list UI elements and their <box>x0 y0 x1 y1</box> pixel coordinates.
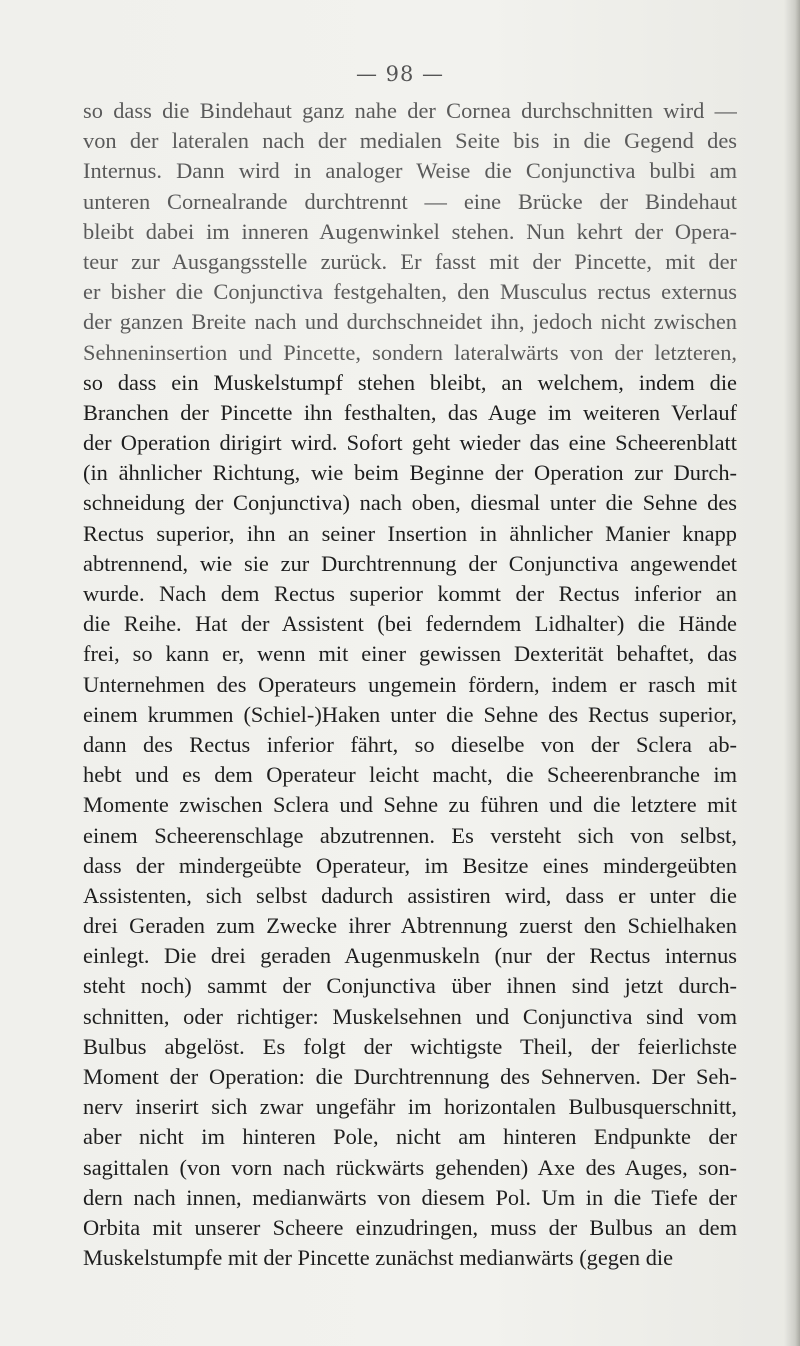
text-line: einlegt. Die drei geraden Augenmuskeln (nur der Rectus internus <box>83 943 737 969</box>
text-line: Momente zwischen Sclera und Sehne zu führen und die letztere mit <box>83 792 737 818</box>
text-line: sagittalen (von vorn nach rückwärts gehenden) Axe des Auges, son- <box>83 1154 737 1180</box>
text-line: Unternehmen des Operateurs ungemein fördern, indem er rasch mit <box>83 671 737 697</box>
text-line: aber nicht im hinteren Pole, nicht am hinteren Endpunkte der <box>83 1124 737 1150</box>
text-line: die Reihe. Hat der Assistent (bei federndem Lidhalter) die Hände <box>83 611 737 637</box>
text-line: Moment der Operation: die Durchtrennung des Sehnerven. Der Seh- <box>83 1064 737 1089</box>
text-line: Rectus superior, ihn an seiner Insertion in ähnlicher Manier knapp <box>83 520 737 546</box>
text-line: Bulbus abgelöst. Es folgt der wichtigste Theil, der feierlichste <box>83 1033 737 1059</box>
text-line: bleibt dabei im inneren Augenwinkel stehen. Nun kehrt der Opera- <box>83 218 737 244</box>
text-line: schneidung der Conjunctiva) nach oben, diesmal unter die Sehne des <box>83 490 737 516</box>
text-line: wurde. Nach dem Rectus superior kommt der Rectus inferior an <box>83 581 737 606</box>
text-line: Assistenten, sich selbst dadurch assistiren wird, dass er unter die <box>83 882 737 908</box>
text-line: abtrennend, wie sie zur Durchtrennung der Conjunctiva angewendet <box>83 550 737 576</box>
text-line: so dass die Bindehaut ganz nahe der Cornea durchschnitten wird — <box>83 98 737 123</box>
text-line: Muskelstumpfe mit der Pincette zunächst medianwärts (gegen die <box>83 1245 674 1271</box>
text-line: dann des Rectus inferior fährt, so dieselbe von der Sclera ab- <box>83 731 737 757</box>
text-line: dern nach innen, medianwärts von diesem Pol. Um in die Tiefe der <box>83 1184 737 1210</box>
body-text <box>83 96 737 1273</box>
text-line: Orbita mit unserer Scheere einzudringen, muss der Bulbus an dem <box>83 1214 737 1240</box>
text-line: Branchen der Pincette ihn festhalten, das Auge im weiteren Verlauf <box>83 399 737 425</box>
text-line: der Operation dirigirt wird. Sofort geht wieder das eine Scheerenblatt <box>83 430 737 456</box>
text-line: teur zur Ausgangsstelle zurück. Er fasst mit der Pincette, mit der <box>83 248 737 274</box>
text-line: der ganzen Breite nach und durchschneidet ihn, jedoch nicht zwischen <box>83 309 737 335</box>
text-line: so dass ein Muskelstumpf stehen bleibt, an welchem, indem die <box>83 369 737 395</box>
text-line: Internus. Dann wird in analoger Weise die Conjunctiva bulbi am <box>83 158 737 184</box>
page-edge-shadow <box>784 0 800 1346</box>
text-line: unteren Cornealrande durchtrennt — eine Brücke der Bindehaut <box>83 188 737 214</box>
text-line: hebt und es dem Operateur leicht macht, die Scheerenbranche im <box>83 762 737 788</box>
text-line: Sehneninsertion und Pincette, sondern lateralwärts von der letzteren, <box>83 339 737 365</box>
text-line: dass der mindergeübte Operateur, im Besitze eines mindergeübten <box>83 852 737 878</box>
text-line: er bisher die Conjunctiva festgehalten, den Musculus rectus externus <box>83 279 737 305</box>
text-line: nerv inserirt sich zwar ungefähr im horizontalen Bulbusquerschnitt, <box>83 1094 737 1120</box>
text-line: (in ähnlicher Richtung, wie beim Beginne der Operation zur Durch- <box>83 460 737 486</box>
text-line: frei, so kann er, wenn mit einer gewissen Dexterität behaftet, das <box>83 641 737 667</box>
text-line: einem krummen (Schiel-)Haken unter die Sehne des Rectus superior, <box>83 701 737 727</box>
text-line: steht noch) sammt der Conjunctiva über ihnen sind jetzt durch- <box>83 973 737 999</box>
text-line: von der lateralen nach der medialen Seite bis in die Gegend des <box>83 128 737 154</box>
text-line: schnitten, oder richtiger: Muskelsehnen und Conjunctiva sind vom <box>83 1003 737 1029</box>
page-number-header: — 98 — <box>355 62 445 86</box>
text-line: drei Geraden zum Zwecke ihrer Abtrennung zuerst den Schielhaken <box>83 913 737 939</box>
text-line: einem Scheerenschlage abzutrennen. Es versteht sich von selbst, <box>83 822 737 848</box>
